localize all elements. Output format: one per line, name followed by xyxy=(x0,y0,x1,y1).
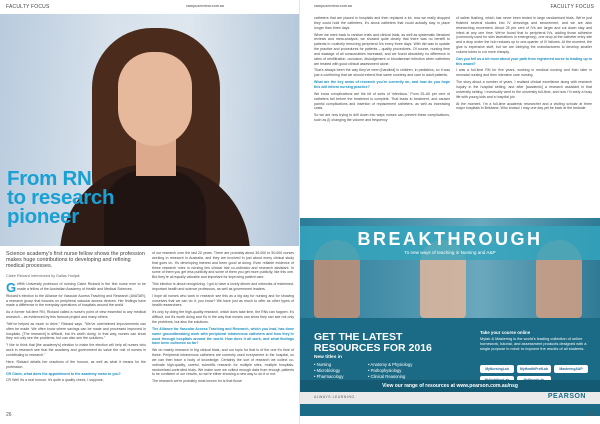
paragraph: CR Well it's a real honour. It's quite a quality check, I suppose, xyxy=(6,378,104,383)
paragraph: So we are now trying to drill down into ways nurses can prevent these complications, such as (i) changing the volume and frequency xyxy=(314,113,450,123)
section-label: FACULTY FOCUS xyxy=(550,4,594,10)
course-online-panel xyxy=(480,330,592,351)
list-item: • Nursing xyxy=(314,362,343,368)
paragraph: We know complications are the bit of sorts of 'infectious.' From 25–60 per cent of catheters fail before the treatment is complete. That leads to treatment, and causes painful complications and insertion of replacement catheters, as well as increasing costs. xyxy=(314,91,450,111)
website-label: campusreview.com.au xyxy=(314,4,353,8)
paragraph: "I like to think that [the academy’s] election to make the election will help all nurses who work in research see that the academy and government do value the role of nurses in contributing to research." xyxy=(6,343,146,357)
article-column-2 xyxy=(152,251,294,408)
running-header xyxy=(300,4,600,14)
paragraph: catheters that are placed in hospitals and then replaced a lot, now we really dropped they could hold the catheters, it's about catheters that could actually stay in place longer than three days. xyxy=(314,16,450,30)
title-line: pioneer xyxy=(7,205,79,228)
article-column-4 xyxy=(456,16,592,214)
always-learning-label: ALWAYS LEARNING xyxy=(314,395,355,399)
question: CR Claire, what does the appointment to the academy mean to you? xyxy=(6,371,121,376)
portrait-face xyxy=(118,52,192,146)
hero-photo xyxy=(0,14,300,246)
product-logo[interactable]: MyHealthProfLab xyxy=(517,365,551,373)
advert-headline: BREAKTHROUGH xyxy=(357,229,543,249)
list-item: • Microbiology xyxy=(314,368,343,374)
portrait-top xyxy=(104,170,206,246)
title-line: From RN xyxy=(7,167,92,190)
paragraph: When we went back to random trials and clinical trials, as well as systematic literature reviews and meta-analysis, we showed quite clearly that there was no benefit to patients in routinely removing peripheral IVs every three days. With did was to update the practice and procedures for patients – quality procedures. Of course, nursing time and wastage of all consumables increased, and we found absolutely no difference in rates of reinfiltration, occlusion, dislodgement or bloodstream infection when catheters are treated with good clinical assessment alone. xyxy=(314,32,450,66)
advert-url[interactable]: View our range of resources at www.pearson.com.au/nsg xyxy=(382,383,518,389)
subject-list xyxy=(368,362,412,380)
paragraph: It's only by doing the high-quality research, which does take time, the RNs can happen. It's difficult, but it's worth doing and it's in the way that nurses can show they can see not only the problems, but also the solutions. xyxy=(152,310,294,324)
paragraph: The story about a number of years, I realised clinical excellence along with research inquiry in the hospital setting, and after [academic] a research assistant in that university setting. I eventually went to the university full-time, and now I’ll rarely a busy life with young kids and a hospital job. xyxy=(456,80,592,99)
paragraph: That's always been the way they’ve been [handled] in children, in pediatrics, so it was just a confirming that we should extend that same courtesy and care to adult patients. xyxy=(314,68,450,78)
section-label: FACULTY FOCUS xyxy=(6,4,50,10)
title-line: to research xyxy=(7,186,115,209)
paragraph: This election is about recognizing. I got to have a lovely dinner and networks of esteemed, important health and science professors, as well as government leaders. xyxy=(152,282,294,291)
paragraph: of our research over the last 20 years. There are probably about 30,000 to 50,000 nurses working in research in Australia, and they are involved in just about every clinical study that goes on. It's developing interest and been good at doing. Even reliable evidence of these research roles in nursing lies clinical trial co-ordinator and research assistant. In some of them you get less publicity and some of them you get more publicity, like this one. But they're all equally valuable and important for improving patient care. xyxy=(152,251,294,280)
page-number: 27 xyxy=(588,412,594,418)
running-header xyxy=(0,4,300,14)
list-item: • Pathophysiology xyxy=(368,368,412,374)
right-page xyxy=(300,0,600,424)
paragraph: At the moment, I’m a full-time academic researcher and a visiting scholar at three major hospitals in Brisbane. Who knows! I may one day yet be back at the bedside. xyxy=(456,101,592,111)
paragraph: Griffith University professor of nursing Claire Rickard is the first nurse ever to be made a fellow of the Australian Academy of Health and Medical Sciences. xyxy=(6,282,146,295)
list-item: • Clinical Reasoning xyxy=(368,374,412,380)
list-item: • Anatomy & Physiology xyxy=(368,362,412,368)
question: The Alliance for Vascular Access Teaching and Research, which you lead, has done some groundbreaking work with peripheral intravenous catheters and how they’re used through hospitals around the world. How does it all work, and what findings have been collected so far? xyxy=(152,326,294,346)
article-column-1 xyxy=(6,282,146,408)
advert-offer: GET THE LATEST RESOURCES FOR 2016 xyxy=(314,331,432,354)
advert-tagline: To new ways of teaching in Nursing and A&P xyxy=(404,250,496,255)
product-logo[interactable]: MyNursingLab xyxy=(480,365,514,373)
paragraph: I was a full-time RN for five years, working in medical nursing and then later in neonatal nursing and then intensive care nursing. xyxy=(456,68,592,78)
paragraph: I hope all nurses who work in research see this as a big day for nursing and for showing ourselves that we can do it, you know? We have just as much to offer as other types of health researchers. xyxy=(152,293,294,308)
website-label: campusreview.com.au xyxy=(186,4,225,8)
paragraph: We do mainly research in big clinical trials, and our topic for that is of the one it's time of these. Peripheral intravenous catheters are currently used everywhere in the hospital, so we can then trace a body of knowledge. Certainly the sort of research we collect co-ordinate high-quality, careful, scientific research for multiple sites, multiple hospitals, randomised-controlled trials. We make sure we collect enough data from enough patients to be confident of our results, so we're either showing a new way to do it or not. xyxy=(152,348,294,377)
page-number: 26 xyxy=(6,412,12,418)
drop-cap: G xyxy=(6,282,17,295)
question: What are the key areas of research you’re currently on, and how do you hope this will inform nursing practice? xyxy=(314,80,450,89)
paragraph: The research we're probably most known for is that those xyxy=(152,379,242,384)
byline: Claire Rickard interviewed by Dallas Hodjak xyxy=(6,274,80,278)
article-column-3 xyxy=(314,16,450,214)
course-online-title: Take your course online xyxy=(480,330,531,335)
paragraph: "We’ve helped as much to drive," Rickard says. "We’ve overhelmed improvements can often be made. We often know where savings can be made and processes improved in hospitals. [The research] is difficult, but it's worth doing. In that way, nurses can show they not only see the problems, but can also see the solutions." xyxy=(6,321,146,341)
product-logo[interactable]: MasteringA&P xyxy=(554,365,588,373)
article-title xyxy=(7,169,114,226)
question: Can you tell us a bit more about your path from registered nurse to leading up to this award? xyxy=(456,56,592,66)
course-online-text: Mylab & Mastering is the world's leading collection of online homework, tutorial, and assessment products designed with a single purpose in mind: to improve the results of all students. xyxy=(480,336,587,351)
advert-url-bar[interactable] xyxy=(300,380,600,392)
paragraph: Rickard's election to the Alliance for Vascular Access Teaching and Research (AVATAR), a research group that focuses on peripheral vascular access devices. Her findings have made a difference in the everyday operations of hospitals around the world. xyxy=(6,293,146,308)
new-titles-label: New titles in xyxy=(314,355,342,360)
list-item: • Pharmacology xyxy=(314,374,343,380)
pearson-advert[interactable] xyxy=(300,218,600,416)
paragraph: As a former full-time RN, Rickard called a nurse's point of view essential to any medical research – as evidenced by this famous project and many others. xyxy=(6,310,146,320)
standfirst: Science academy's first nurse fellow shows the profession makes huge contributions to developing and refining medical processes. xyxy=(6,251,145,270)
paragraph: of saline flushing, which has never been tested in large randomised trials. We’re just finished several studies into IV dressings and securement, and we are also researching movement. About 25 per cent of IVs are larger and cut down stay and infect at any one time. We've found that to peripheral IVs, adding those adhesive (commonly used for skin lacerations in emergency), one drop at the catheter entry site and a drop under the hub reduces up to one-quarter of IV failures. At the moment, the glue is expensive stuff, but we are lobbying the manufacturers to develop smaller volume tubes to cut more cheaply. xyxy=(456,16,592,54)
pearson-logo: PEARSON xyxy=(547,393,586,400)
advert-footer xyxy=(300,392,600,404)
paragraph: Here, Rickard details her reactions of the honour, as well as what it means for the profession. xyxy=(6,359,146,369)
